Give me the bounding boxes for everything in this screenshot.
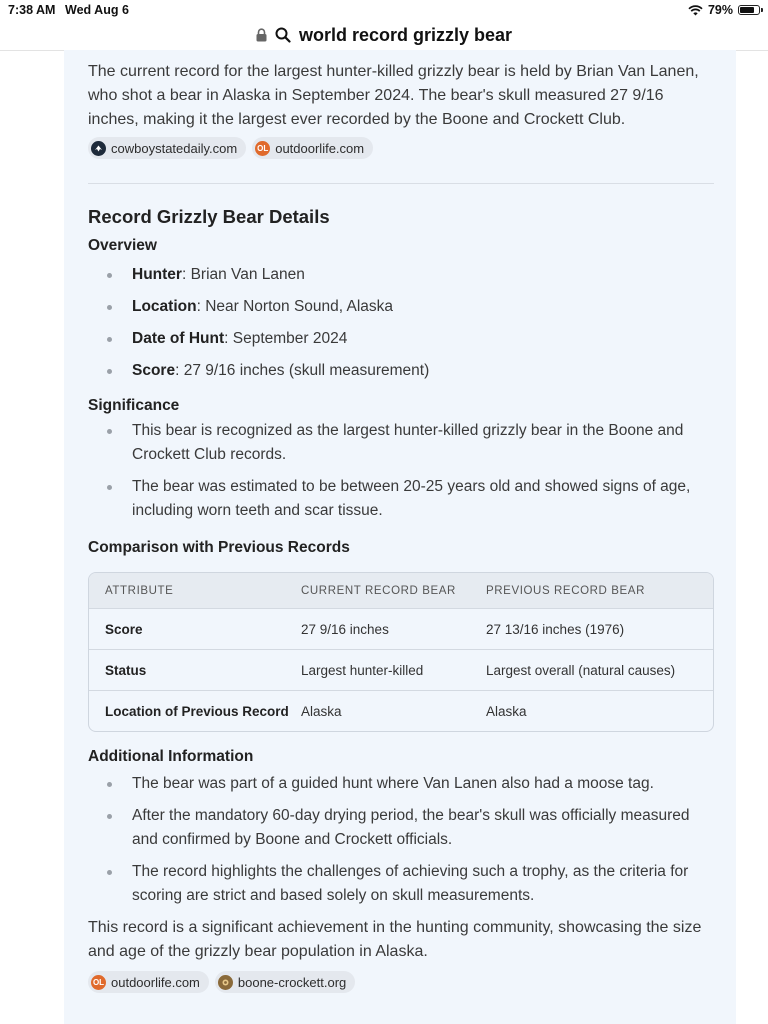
list-item: The record highlights the challenges of achieving such a trophy, as the criteria for scoring are strict and based solely on skull measurements.: [88, 860, 714, 908]
significance-heading: Significance: [88, 397, 180, 414]
list-item: The bear was part of a guided hunt where Van Lanen also had a moose tag.: [88, 772, 714, 796]
status-right: [688, 3, 760, 17]
list-item: [88, 327, 714, 351]
address-bar[interactable]: [0, 20, 768, 51]
list-item: After the mandatory 60-day drying period, the bear's skull was officially measured and confirmed by Boone and Crockett officials.: [88, 804, 714, 852]
battery-icon: [738, 5, 760, 15]
battery-percent: 79%: [707, 3, 733, 17]
overview-label: Date of Hunt: [132, 330, 225, 347]
source-label: outdoorlife.com: [275, 140, 365, 156]
overview-value: : Brian Van Lanen: [181, 266, 305, 283]
table-header: [89, 573, 713, 608]
search-icon: [275, 27, 291, 43]
wifi-icon: [688, 5, 703, 16]
overview-heading: Overview: [88, 237, 157, 254]
overview-label: Hunter: [132, 266, 182, 283]
status-date: Wed Aug 6: [65, 3, 129, 17]
column-header: CURRENT RECORD BEAR: [301, 584, 456, 597]
table-cell: Score: [105, 621, 143, 637]
list-item: This bear is recognized as the largest hunter-killed grizzly bear in the Boone and Crockett Club records.: [88, 419, 714, 467]
source-chip[interactable]: [252, 137, 373, 159]
boone-crockett-icon: [218, 975, 233, 990]
column-header: PREVIOUS RECORD BEAR: [486, 584, 645, 597]
table-cell: Alaska: [486, 703, 527, 719]
additional-list: [88, 772, 714, 908]
list-item: The bear was estimated to be between 20-25 years old and showed signs of age, including worn teeth and scar tissue.: [88, 475, 714, 523]
comparison-table: [88, 572, 714, 732]
conclusion-sources: [88, 971, 714, 993]
table-cell: Largest overall (natural causes): [486, 662, 676, 678]
intro-sources: [88, 137, 714, 159]
status-bar: [0, 0, 768, 20]
lock-icon: [256, 28, 267, 42]
source-chip[interactable]: [88, 971, 209, 993]
section-title: Record Grizzly Bear Details: [88, 206, 330, 227]
source-label: boone-crockett.org: [237, 974, 347, 990]
conclusion-paragraph: This record is a significant achievement in the hunting community, showcasing the size and age of the grizzly bear population in Alaska.: [88, 919, 702, 960]
overview-list: [88, 263, 714, 383]
source-label: outdoorlife.com: [111, 974, 200, 990]
table-cell: 27 13/16 inches (1976): [486, 621, 625, 637]
cowboystatedaily-icon: [91, 141, 106, 156]
status-time: 7:38 AM: [8, 3, 56, 17]
source-label: cowboystatedaily.com: [111, 140, 238, 156]
additional-heading: Additional Information: [88, 748, 254, 765]
outdoorlife-icon: OL: [91, 975, 106, 990]
overview-value: : 27 9/16 inches (skull measurement): [175, 362, 430, 379]
table-cell: Largest hunter-killed: [301, 662, 424, 678]
overview-label: Score: [132, 362, 176, 379]
table-cell: Status: [105, 662, 147, 678]
table-cell: 27 9/16 inches: [301, 621, 389, 637]
table-row: [89, 608, 713, 649]
overview-value: : Near Norton Sound, Alaska: [196, 298, 394, 315]
source-chip[interactable]: [88, 137, 246, 159]
overview-label: Location: [132, 298, 197, 315]
comparison-heading: Comparison with Previous Records: [88, 539, 350, 556]
list-item: [88, 295, 714, 319]
section-divider: [88, 183, 714, 184]
url-text[interactable]: world record grizzly bear: [298, 24, 513, 45]
column-header: ATTRIBUTE: [105, 584, 174, 597]
intro-paragraph: The current record for the largest hunter-killed grizzly bear is held by Brian Van Lanen, who shot a bear in Alaska in September 2024. The bear's skull measured 27 9/16 inches, making it the largest ever recorded by the Boone and Crockett Club.: [88, 63, 699, 128]
answer-body: [88, 50, 714, 993]
overview-value: : September 2024: [224, 330, 348, 347]
battery-level: [740, 7, 754, 13]
table-cell: Alaska: [301, 703, 342, 719]
list-item: [88, 263, 714, 287]
outdoorlife-icon: OL: [255, 141, 270, 156]
significance-list: [88, 419, 714, 523]
answer-panel: [64, 50, 736, 1024]
table-cell: Location of Previous Record: [105, 703, 289, 719]
table-row: [89, 690, 713, 731]
list-item: [88, 359, 714, 383]
source-chip[interactable]: [215, 971, 355, 993]
table-row: [89, 649, 713, 690]
